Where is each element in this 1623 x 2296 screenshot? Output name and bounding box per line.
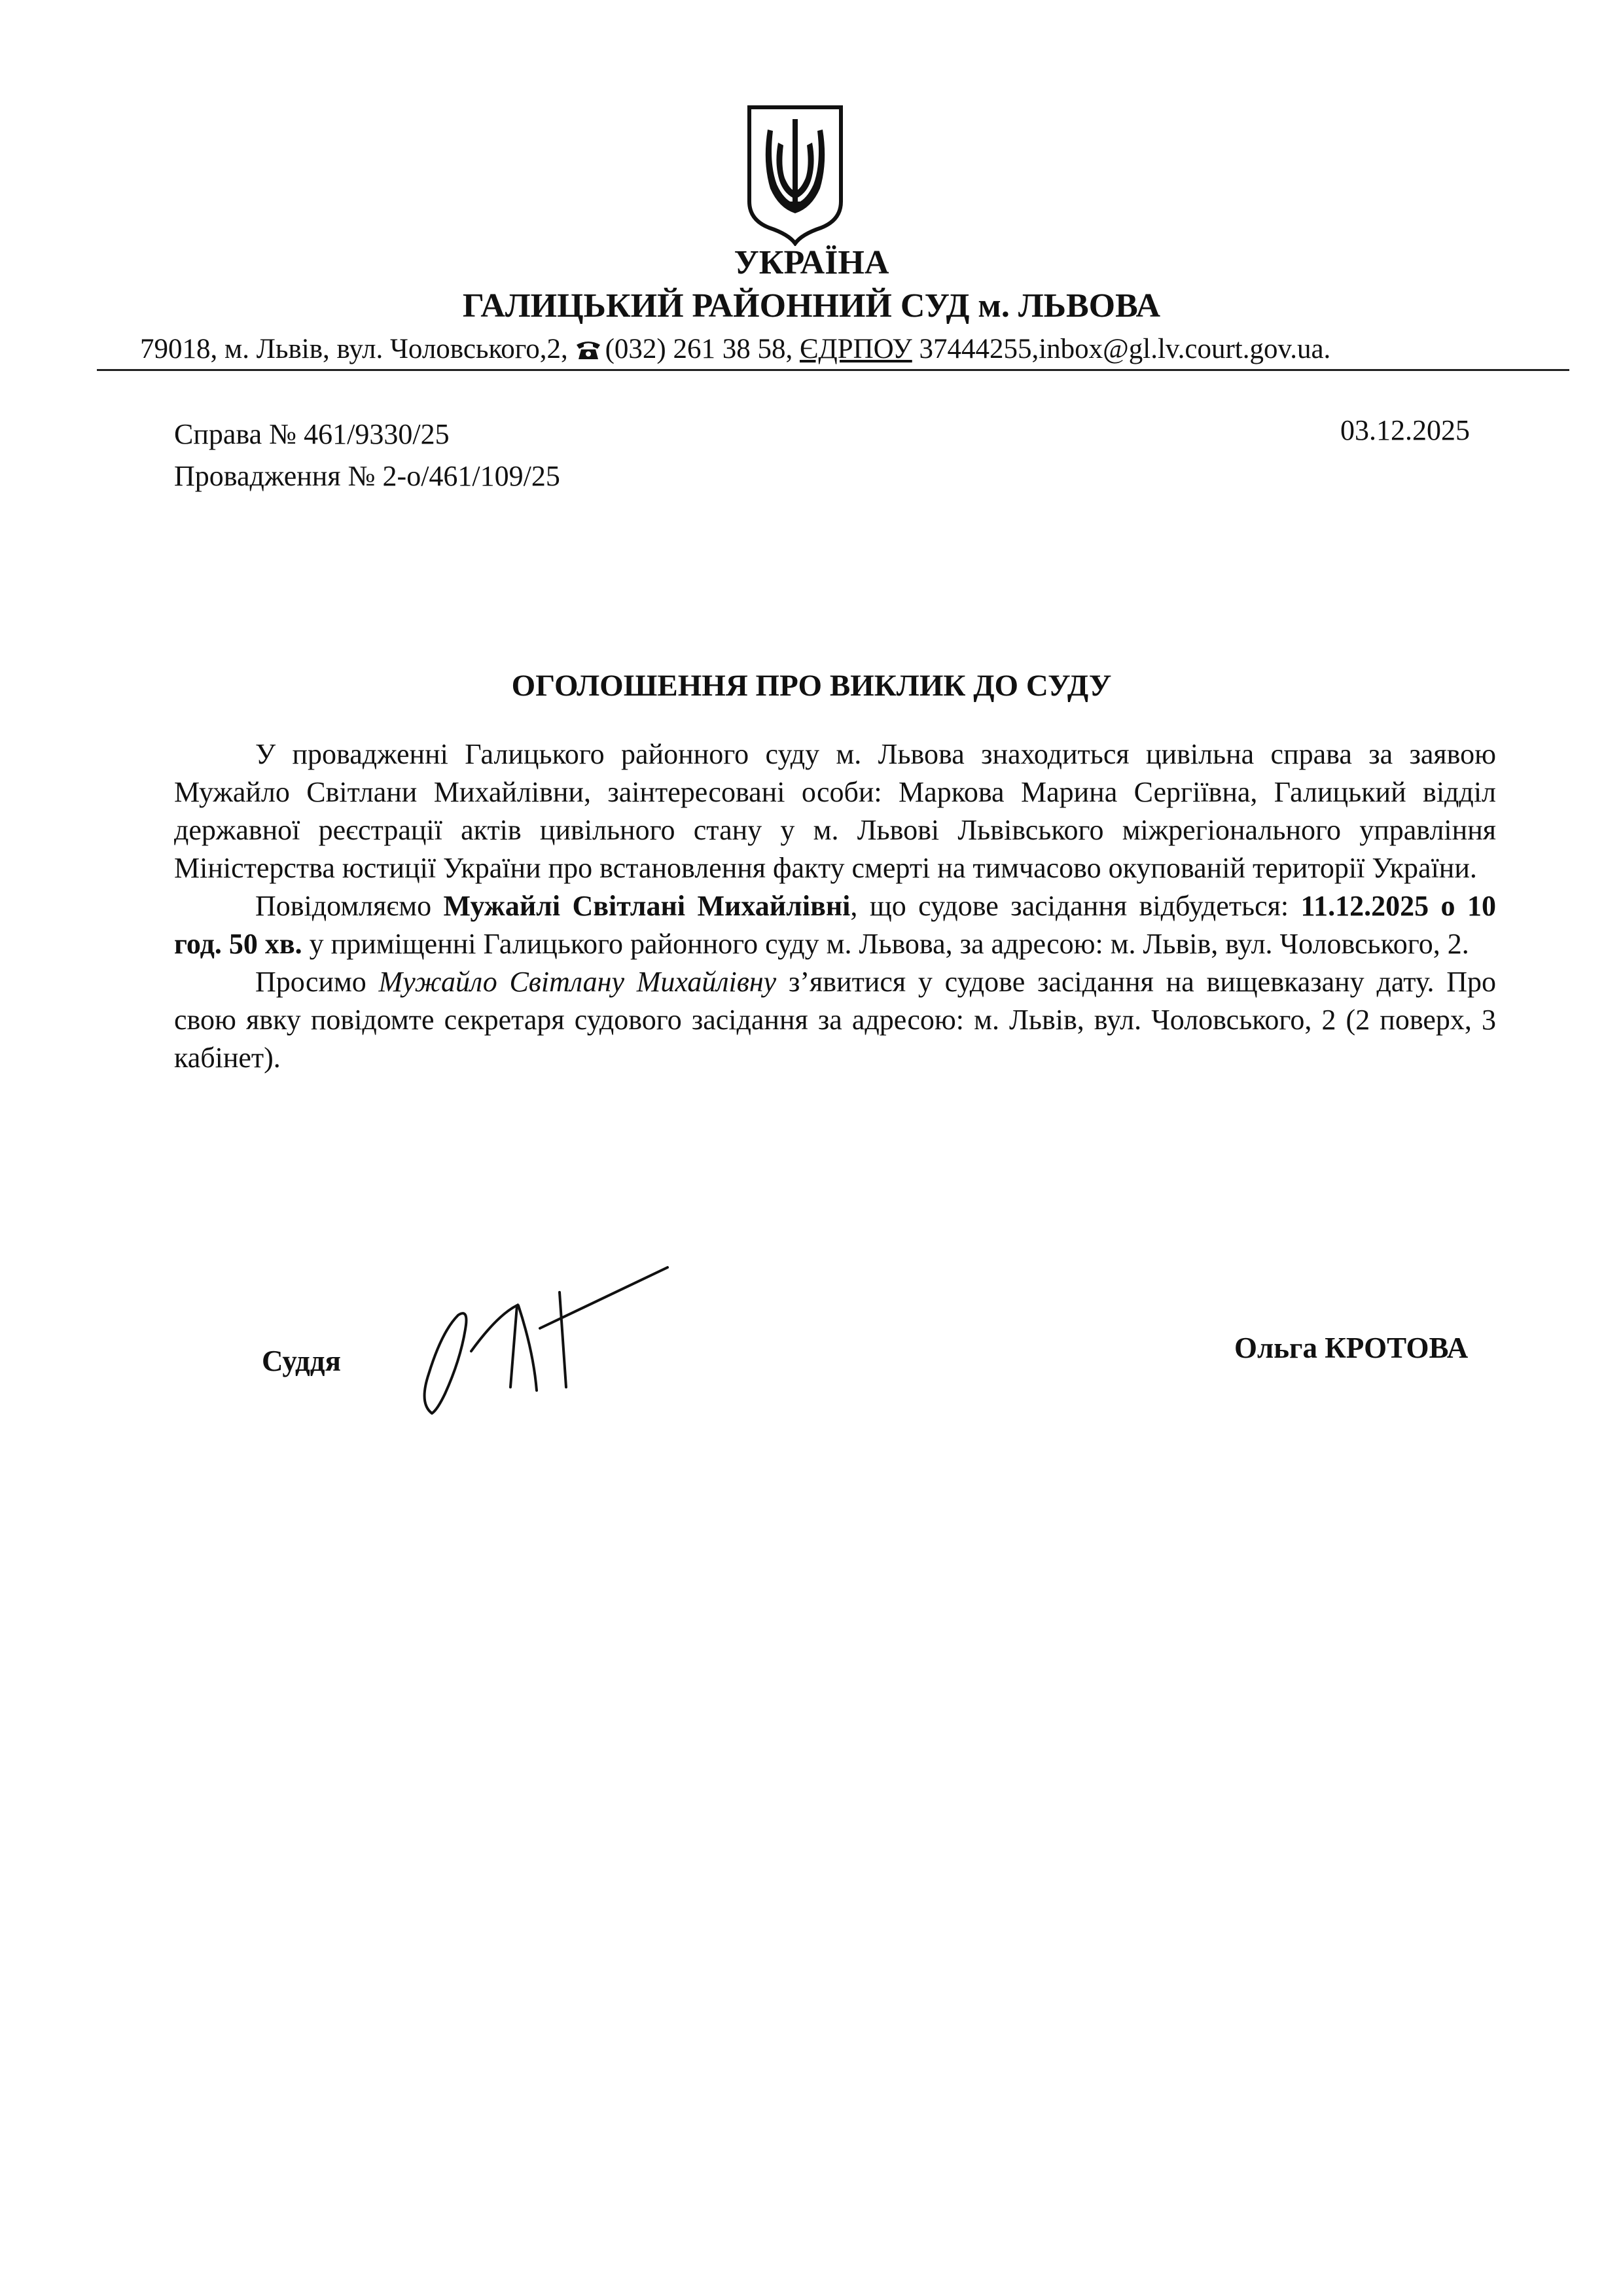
trident-coat-of-arms-icon	[743, 103, 847, 246]
court-phone: (032) 261 38 58,	[605, 334, 793, 364]
notice-text: Повідомляємо	[255, 890, 444, 922]
paragraph-request	[174, 963, 1496, 1077]
addressee-name: Мужайлі Світлані Михайлівні	[443, 890, 851, 922]
court-name-heading: ГАЛИЦЬКИЙ РАЙОННИЙ СУД м. ЛЬВОВА	[462, 287, 1161, 325]
notice-text: , що судове засідання відбудеться:	[850, 890, 1301, 922]
case-numbers	[174, 414, 560, 497]
hearing-datetime: 11.12.2025 о 10 год. 50 хв.	[174, 890, 1497, 960]
edrpou-label: ЄДРПОУ	[799, 334, 912, 364]
document-body	[174, 735, 1496, 1077]
paragraph-case-description: У провадженні Галицького районного суду м. Львова знаходиться цивільна справа за заявою Мужайло Світлани Михайлівни, заінтересовані особи: Маркова Марина Сергіївна, Галицький відділ державної реєстрації актів цивільного стану у м. Львові Львівського міжрегіонального управління Міністерства юстиції України про встановлення факту смерті на тимчасово окупованій території України.	[174, 738, 1496, 884]
request-text: Просимо	[255, 966, 379, 998]
judge-name: Ольга КРОТОВА	[1234, 1332, 1469, 1364]
telephone-icon	[575, 338, 601, 361]
summoned-person-name: Мужайло Світлану Михайлівну	[378, 966, 777, 998]
proceeding-number: Провадження № 2-о/461/109/25	[174, 460, 560, 492]
court-contacts-line	[140, 331, 1330, 368]
handwritten-signature	[406, 1253, 707, 1423]
document-title: ОГОЛОШЕННЯ ПРО ВИКЛИК ДО СУДУ	[511, 669, 1112, 703]
country-heading: УКРАЇНА	[734, 244, 889, 281]
paragraph-hearing-notice	[174, 887, 1496, 963]
judge-label: Суддя	[262, 1345, 341, 1377]
document-date: 03.12.2025	[1340, 414, 1470, 446]
notice-text: у приміщенні Галицького районного суду м. Львова, за адресою: м. Львів, вул. Чоловського, 2.	[302, 928, 1469, 960]
request-text: з’явитися у судове засідання на вищевказану дату. Про свою явку повідомте секретаря судового засідання за адресою: м. Львів, вул. Чоловського, 2 (2 поверх, 3 кабінет).	[174, 966, 1496, 1074]
edrpou-and-email: 37444255,inbox@gl.lv.court.gov.ua.	[919, 334, 1331, 364]
header-divider	[97, 369, 1569, 371]
case-number: Справа № 461/9330/25	[174, 418, 450, 450]
court-address: 79018, м. Львів, вул. Чоловського,2,	[140, 334, 568, 364]
